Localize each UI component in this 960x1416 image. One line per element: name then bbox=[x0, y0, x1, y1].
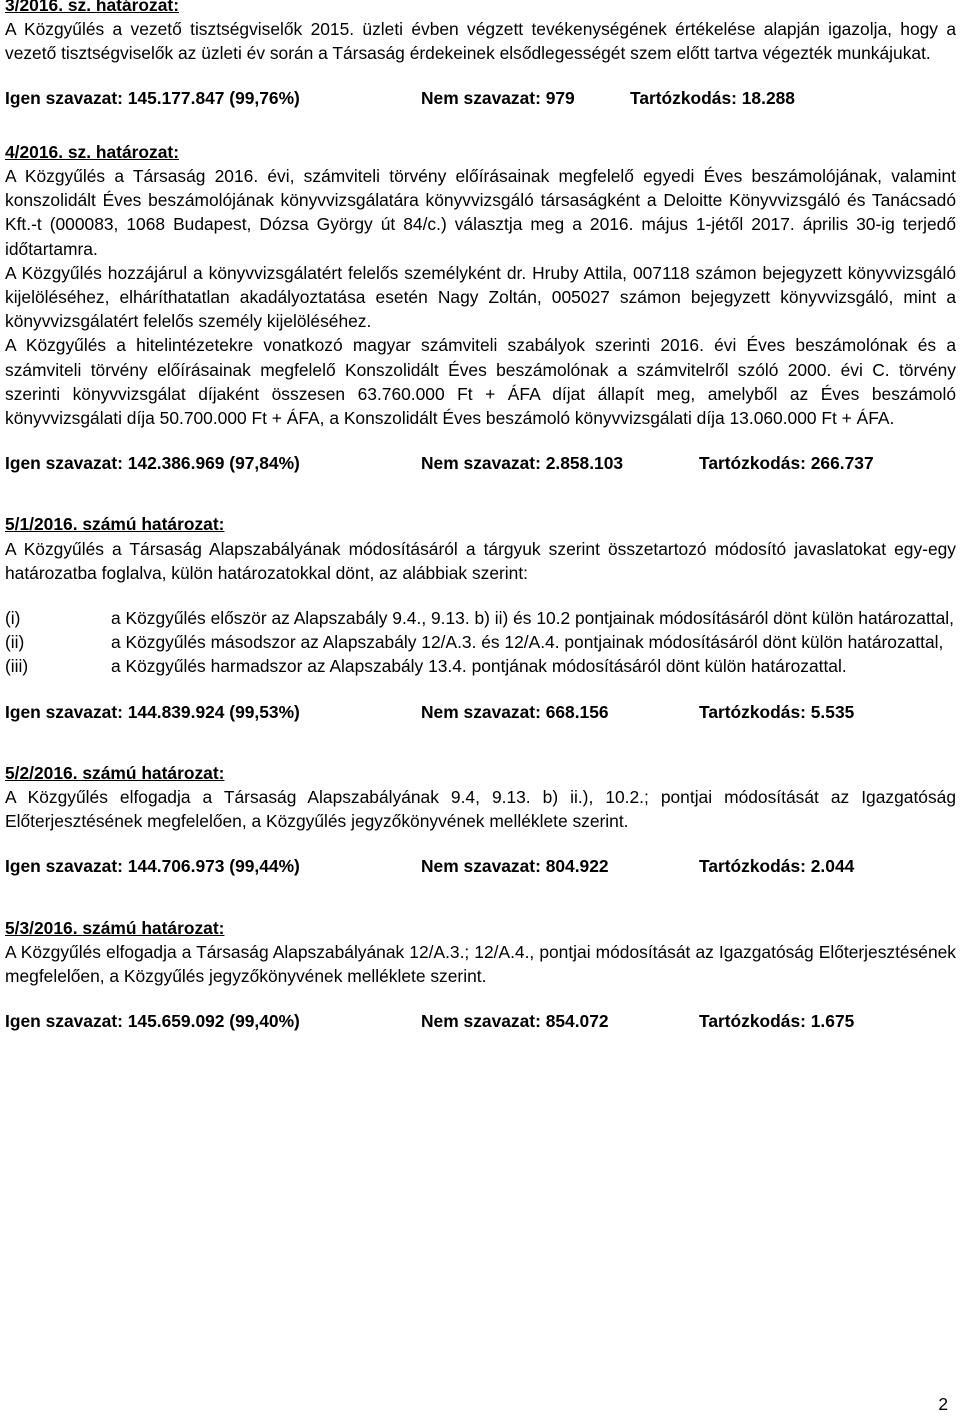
list-item bbox=[5, 606, 956, 630]
list-item bbox=[5, 654, 956, 678]
vote-line bbox=[5, 1009, 956, 1033]
resolution-heading: 3/2016. sz. határozat: bbox=[5, 0, 179, 15]
resolution-5-1-2016 bbox=[5, 512, 956, 723]
resolution-text: A Közgyűlés elfogadja a Társaság Alapszabályának 9.4, 9.13. b) ii.), 10.2.; pontjai módosítását az Igazgatóság Előterjesztésének megfelelően, a Közgyűlés jegyzőkönyvének melléklete szerint. bbox=[5, 787, 956, 832]
list-item-number: (ii) bbox=[5, 632, 25, 653]
vote-line bbox=[5, 700, 956, 724]
vote-line bbox=[5, 451, 956, 475]
enumerated-list bbox=[5, 606, 956, 679]
vote-yes: Igen szavazat: 145.659.092 (99,40%) bbox=[5, 1011, 300, 1032]
list-item-text: a Közgyűlés először az Alapszabály 9.4., 9.13. b) ii) és 10.2 pontjainak módosításáról dönt külön határozattal, bbox=[111, 608, 954, 629]
vote-line bbox=[5, 86, 956, 110]
resolution-heading: 4/2016. sz. határozat: bbox=[5, 141, 179, 162]
resolution-heading: 5/2/2016. számú határozat: bbox=[5, 762, 225, 783]
vote-no: Nem szavazat: 979 bbox=[421, 87, 575, 108]
vote-yes: Igen szavazat: 144.839.924 (99,53%) bbox=[5, 701, 300, 722]
resolution-heading: 5/3/2016. számú határozat: bbox=[5, 917, 225, 938]
vote-abstain: Tartózkodás: 1.675 bbox=[699, 1011, 855, 1032]
vote-no: Nem szavazat: 2.858.103 bbox=[421, 453, 624, 474]
vote-line bbox=[5, 854, 956, 878]
resolution-3-2016 bbox=[5, 0, 956, 110]
resolution-4-2016 bbox=[5, 140, 956, 476]
list-item-text: a Közgyűlés másodszor az Alapszabály 12/A.3. és 12/A.4. pontjainak módosításáról dönt külön határozattal, bbox=[111, 632, 944, 653]
resolution-paragraph: A Közgyűlés a hitelintézetekre vonatkozó magyar számviteli szabályok szerinti 2016. évi Éves beszámolónak és a számviteli törvény előírásainak megfelelő Konszolidált Éves beszámolónak a számvitelről szóló 2000. évi C. törvény szerinti könyvvizsgálat díjaként összesen 63.760.000 Ft + ÁFA díjat állapít meg, amelyből az Éves beszámoló könyvvizsgálati díja 50.700.000 Ft + ÁFA, a Konszolidált Éves beszámoló könyvvizsgálati díja 13.060.000 Ft + ÁFA. bbox=[5, 335, 956, 429]
resolution-5-2-2016 bbox=[5, 761, 956, 879]
list-item-text: a Közgyűlés harmadszor az Alapszabály 13.4. pontjának módosításáról dönt külön határozattal. bbox=[111, 656, 847, 677]
resolution-text: A Közgyűlés a Társaság Alapszabályának módosításáról a tárgyuk szerint összetartozó módosító javaslatokat egy-egy határozatba foglalva, külön határozatokkal dönt, az alábbiak szerint: bbox=[5, 538, 956, 583]
resolution-text: A Közgyűlés a vezető tisztségviselők 2015. üzleti évben végzett tevékenységének értékelése alapján igazolja, hogy a vezető tisztségviselők az üzleti év során a Társaság érdekeinek elsődlegességét szem előtt tartva végezték munkájukat. bbox=[5, 19, 956, 64]
resolution-paragraph: A Közgyűlés a Társaság 2016. évi, számviteli törvény előírásainak megfelelő egyedi Éves beszámolójának, valamint konszolidált Éves beszámolójának könyvvizsgálatára könyvvizsgáló társaságként a Deloitte Könyvvizsgáló és Tanácsadó Kft.-t (000083, 1068 Budapest, Dózsa György út 84/c.) választja meg a 2016. május 1-jétől 2017. április 30-ig terjedő időtartamra. bbox=[5, 166, 956, 259]
document-content bbox=[5, 0, 956, 1034]
vote-no: Nem szavazat: 668.156 bbox=[421, 701, 609, 722]
resolution-heading: 5/1/2016. számú határozat: bbox=[5, 514, 225, 535]
resolution-5-3-2016 bbox=[5, 916, 956, 1034]
vote-yes: Igen szavazat: 142.386.969 (97,84%) bbox=[5, 453, 300, 474]
resolution-text: A Közgyűlés elfogadja a Társaság Alapszabályának 12/A.3.; 12/A.4., pontjai módosítását az Igazgatóság Előterjesztésének megfelelően, a Közgyűlés jegyzőkönyvének melléklete szerint. bbox=[5, 941, 956, 987]
list-item bbox=[5, 630, 956, 654]
resolution-paragraph: A Közgyűlés hozzájárul a könyvvizsgálatért felelős személyként dr. Hruby Attila, 007118 számon bejegyzett könyvvizsgáló kijelöléséhez, elháríthatatlan akadályoztatása esetén Nagy Zoltán, 005027 számon bejegyzett könyvvizsgáló, mint a könyvvizsgálatért felelős személy kijelöléséhez. bbox=[5, 262, 956, 332]
vote-no: Nem szavazat: 804.922 bbox=[421, 856, 609, 877]
vote-abstain: Tartózkodás: 5.535 bbox=[699, 701, 855, 722]
vote-yes: Igen szavazat: 144.706.973 (99,44%) bbox=[5, 856, 300, 877]
page-number: 2 bbox=[938, 1394, 948, 1414]
vote-no: Nem szavazat: 854.072 bbox=[421, 1011, 609, 1032]
vote-abstain: Tartózkodás: 18.288 bbox=[630, 87, 795, 108]
vote-abstain: Tartózkodás: 2.044 bbox=[699, 856, 855, 877]
vote-yes: Igen szavazat: 145.177.847 (99,76%) bbox=[5, 87, 300, 108]
list-item-number: (i) bbox=[5, 608, 21, 629]
vote-abstain: Tartózkodás: 266.737 bbox=[699, 453, 874, 474]
list-item-number: (iii) bbox=[5, 656, 29, 677]
